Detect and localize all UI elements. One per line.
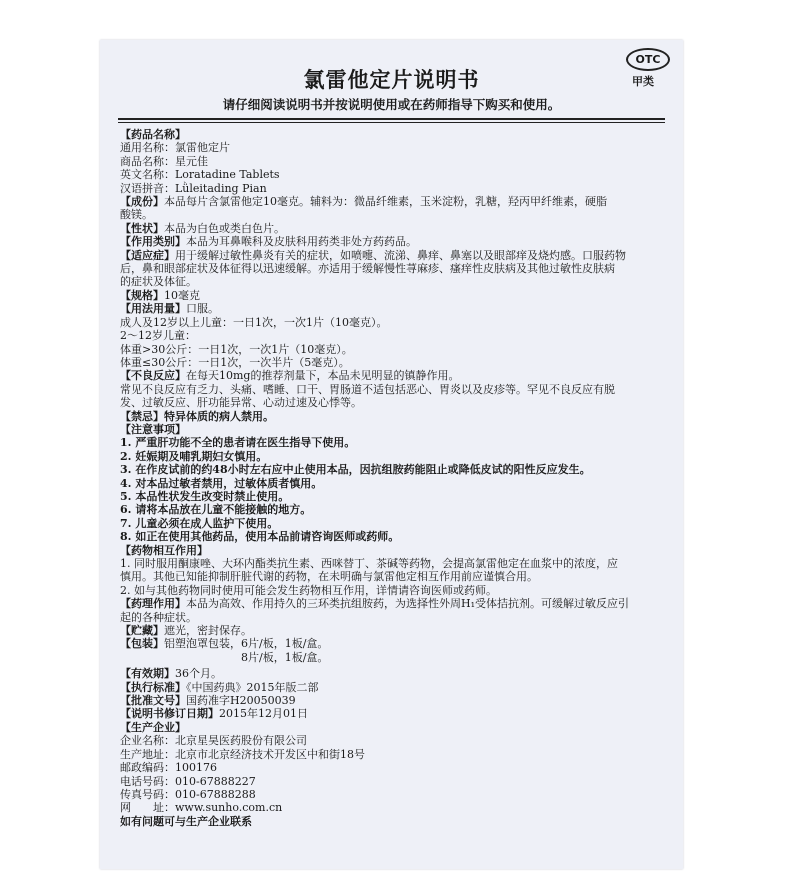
manufacturer-name: 企业名称：北京星昊医药股份有限公司 (120, 734, 307, 748)
precaution-item: 1. 严重肝功能不全的患者请在医生指导下使用。 (120, 436, 356, 450)
leaflet-content (120, 128, 668, 828)
indications-text: 用于缓解过敏性鼻炎有关的症状，如喷嚏、流涕、鼻痒、鼻塞以及眼部痒及烧灼感。口服药物 (175, 248, 626, 262)
indications-heading: 【适应症】 (120, 248, 175, 262)
properties-heading: 【性状】 (120, 221, 164, 235)
manufacturer-postcode: 邮政编码：100176 (120, 761, 217, 775)
storage-heading: 【贮藏】 (120, 624, 164, 638)
dosage-adult: 成人及12岁以上儿童：一日1次，一次1片（10毫克）。 (120, 315, 388, 329)
pharmacology-text: 本品为高效、作用持久的三环类抗组胺药，为选择性外周H₁受体拮抗剂。可缓解过敏反应引 (186, 597, 629, 611)
ingredients-text: 本品每片含氯雷他定10毫克。辅料为：微晶纤维素，玉米淀粉，乳糖，羟丙甲纤维素，硬脂 (164, 195, 607, 209)
adverse-text: 在每天10mg的推荐剂量下，本品未见明显的镇静作用。 (186, 369, 460, 383)
precaution-item: 4. 对本品过敏者禁用，过敏体质者慎用。 (120, 476, 323, 490)
properties-text: 本品为白色或类白色片。 (164, 221, 285, 235)
adverse-text-cont: 常见不良反应有乏力、头痛、嗜睡、口干、胃肠道不适包括恶心、胃炎以及皮疹等。罕见不良反应有脱 (120, 382, 615, 396)
pinyin-name: 汉语拼音：Lǜleitading Pian (120, 181, 267, 195)
dosage-child-under30: 体重≤30公斤：一日1次，一次半片（5毫克）。 (120, 355, 350, 369)
specification-text: 10毫克 (164, 288, 200, 302)
pharmacology-text-cont: 起的各种症状。 (120, 610, 197, 624)
adverse-text-end: 发、过敏反应、肝功能异常、心动过速及心悸等。 (120, 396, 362, 410)
specification-heading: 【规格】 (120, 288, 164, 302)
manufacturer-website: 网 址：www.sunho.com.cn (120, 801, 283, 815)
indications-text-end: 的症状及体征。 (120, 275, 197, 289)
manufacturer-phone: 电话号码：010-67888227 (120, 774, 256, 788)
ingredients-heading: 【成份】 (120, 195, 164, 209)
usage-notice: 请仔细阅读说明书并按说明使用或在药师指导下购买和使用。 (222, 97, 561, 112)
precaution-item: 8. 如正在使用其他药品，使用本品前请咨询医师或药师。 (120, 530, 400, 544)
standard-heading: 【执行标准】 (120, 680, 186, 694)
adverse-heading: 【不良反应】 (120, 369, 186, 383)
dosage-heading: 【用法用量】 (120, 302, 186, 316)
packaging-text: 铝塑泡罩包装，6片/板，1板/盒。 (164, 637, 329, 651)
pharmacology-heading: 【药理作用】 (120, 597, 186, 611)
interactions-text-2: 2. 如与其他药物同时使用可能会发生药物相互作用，详情请咨询医师或药师。 (120, 583, 497, 597)
storage-text: 遮光，密封保存。 (164, 624, 252, 638)
category-text: 本品为耳鼻喉科及皮肤科用药类非处方药药品。 (186, 235, 417, 249)
header-divider-thin (118, 122, 665, 123)
validity-text: 36个月。 (175, 667, 222, 681)
precaution-item: 2. 妊娠期及哺乳期妇女慎用。 (120, 449, 268, 463)
common-name: 通用名称：氯雷他定片 (120, 141, 230, 155)
dosage-child-over30: 体重>30公斤：一日1次，一次1片（10毫克）。 (120, 342, 353, 356)
otc-category-label: 甲类 (632, 75, 654, 88)
approval-text: 国药准字H20050039 (186, 694, 296, 708)
indications-text-cont: 后，鼻和眼部症状及体征得以迅速缓解。亦适用于缓解慢性荨麻疹、瘙痒性皮肤病及其他过敏性皮肤病 (120, 262, 615, 276)
header-divider (118, 118, 665, 120)
packaging-heading: 【包装】 (120, 637, 164, 651)
approval-heading: 【批准文号】 (120, 694, 186, 708)
precaution-item: 3. 在作皮试前的约48小时左右应中止使用本品，因抗组胺药能阻止或降低皮试的阳性反应发生。 (120, 463, 591, 477)
precautions-heading: 【注意事项】 (120, 422, 186, 436)
dosage-child-heading: 2～12岁儿童： (120, 329, 196, 343)
contraindications-text: 特异体质的病人禁用。 (164, 409, 274, 423)
interactions-text: 1. 同时服用酮康唑、大环内酯类抗生素、西咪替丁、茶碱等药物，会提高氯雷他定在血浆中的浓度，应 (120, 557, 618, 570)
interactions-heading: 【药物相互作用】 (120, 543, 208, 557)
document-title: 氯雷他定片说明书 (303, 68, 480, 92)
ingredients-text-cont: 酸镁。 (120, 208, 153, 222)
interactions-text-cont: 慎用。其他已知能抑制肝脏代谢的药物，在未明确与氯雷他定相互作用前应谨慎合用。 (120, 570, 538, 584)
leaflet-sheet (100, 40, 683, 869)
category-heading: 【作用类别】 (120, 235, 186, 249)
drug-name-heading: 【药品名称】 (120, 128, 186, 141)
packaging-text-cont: 8片/板，1板/盒。 (241, 650, 329, 664)
english-name: 英文名称：Loratadine Tablets (120, 168, 280, 182)
manufacturer-fax: 传真号码：010-67888288 (120, 787, 256, 801)
otc-badge: OTC (626, 48, 670, 71)
precaution-item: 7. 儿童必须在成人监护下使用。 (120, 516, 279, 530)
standard-text: 《中国药典》2015年版二部 (186, 680, 319, 694)
validity-heading: 【有效期】 (120, 667, 175, 681)
dosage-text: 口服。 (186, 302, 219, 316)
precaution-item: 6. 请将本品放在儿童不能接触的地方。 (120, 503, 312, 517)
manufacturer-contact: 如有问题可与生产企业联系 (120, 814, 252, 828)
manufacturer-address: 生产地址：北京市北京经济技术开发区中和街18号 (120, 747, 365, 761)
manufacturer-heading: 【生产企业】 (120, 720, 186, 734)
precaution-item: 5. 本品性状发生改变时禁止使用。 (120, 489, 290, 503)
revision-text: 2015年12月01日 (219, 707, 308, 721)
brand-name: 商品名称：星元佳 (120, 154, 208, 168)
contraindications-heading: 【禁忌】 (120, 409, 164, 423)
revision-heading: 【说明书修订日期】 (120, 707, 219, 721)
